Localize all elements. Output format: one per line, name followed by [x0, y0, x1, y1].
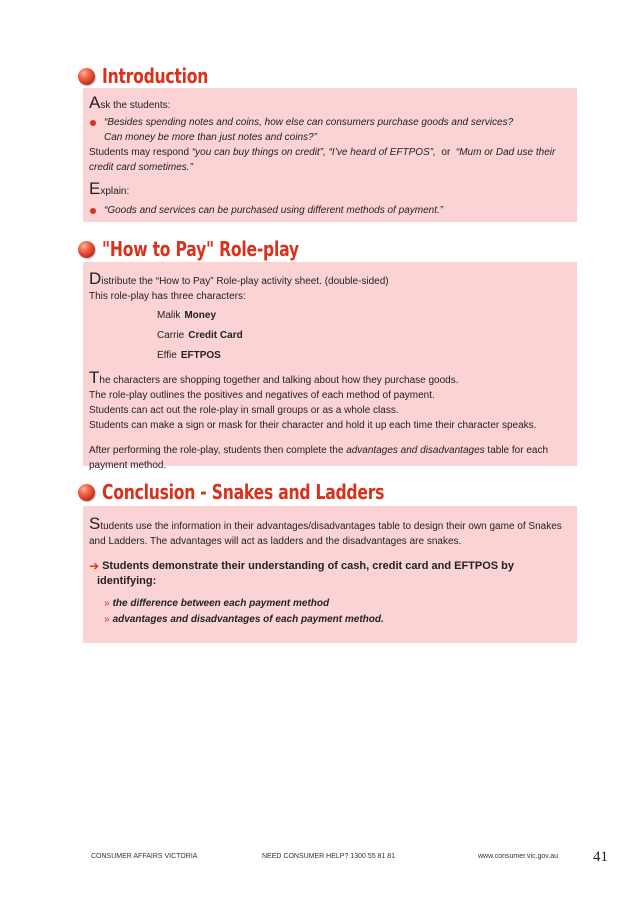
outcome-continuation: identifying:: [97, 575, 157, 587]
distribute-line: Distribute the “How to Pay” Role-play activity sheet. (double-sided): [89, 269, 389, 288]
ask-line: Ask the students:: [89, 93, 171, 112]
shopping-line: The characters are shopping together and talking about how they purchase goods.: [89, 368, 459, 387]
red-sphere-icon: [78, 241, 95, 258]
after-line: After performing the role-play, students then complete the advantages and disadvantages table for each payment method.: [89, 445, 549, 471]
students-continuation: and Ladders. The advantages will act as ladders and the disadvantages are snakes.: [89, 536, 462, 547]
explain-line: Explain:: [89, 179, 130, 198]
role-play-box: [83, 262, 577, 471]
question-item: “Besides spending notes and coins, how else can consumers purchase goods and services?: [89, 115, 571, 130]
groups-line: Students can act out the role-play in small groups or as a whole class.: [89, 405, 399, 416]
character-row: Carrie Credit Card: [157, 330, 243, 341]
right-arrow-icon: ➔: [89, 559, 100, 573]
list-item: » advantages and disadvantages of each payment method.: [104, 614, 384, 625]
explain-item: “Goods and services can be purchased using different methods of payment.”: [89, 203, 571, 218]
introduction-box: [83, 88, 577, 222]
list-item: » the difference between each payment method: [104, 598, 330, 609]
footer-website[interactable]: www.consumer.vic.gov.au: [478, 853, 559, 860]
conclusion-heading: [78, 480, 464, 504]
introduction-title: Introduction: [102, 64, 209, 88]
double-chevron-icon: »: [104, 614, 110, 625]
sign-line: Students can make a sign or mask for their character and hold it up each time their character speaks.: [89, 420, 537, 431]
characters-intro: This role-play has three characters:: [89, 291, 246, 302]
page-number: 41: [593, 849, 608, 865]
red-sphere-icon: [78, 484, 95, 501]
introduction-heading: [78, 64, 238, 88]
role-play-title: "How to Pay" Role-play: [102, 237, 299, 261]
footer-org: CONSUMER AFFAIRS VICTORIA: [91, 853, 198, 860]
character-row: Malik Money: [157, 310, 217, 321]
footer-helpline: NEED CONSUMER HELP? 1300 55 81 81: [262, 853, 396, 860]
respond-continuation: credit card sometimes.”: [89, 162, 193, 173]
character-row: Effie EFTPOS: [157, 350, 221, 361]
role-play-heading: [78, 237, 354, 261]
red-dot-icon: [90, 208, 96, 214]
double-chevron-icon: »: [104, 598, 110, 609]
red-dot-icon: [90, 120, 96, 126]
conclusion-box: [83, 506, 577, 643]
respond-line: Students may respond “you can buy things on credit”, “I’ve heard of EFTPOS”, or “Mum or Dad use their: [89, 147, 556, 158]
outline-line: The role-play outlines the positives and negatives of each method of payment.: [89, 390, 435, 401]
question-continuation: Can money be more than just notes and coins?”: [104, 132, 317, 143]
outcome-line: ➔ Students demonstrate their understanding of cash, credit card and EFTPOS by: [89, 559, 515, 573]
red-sphere-icon: [78, 68, 95, 85]
students-line: Students use the information in their advantages/disadvantages table to design their own game of Snakes: [89, 514, 562, 533]
conclusion-title: Conclusion - Snakes and Ladders: [102, 480, 385, 504]
